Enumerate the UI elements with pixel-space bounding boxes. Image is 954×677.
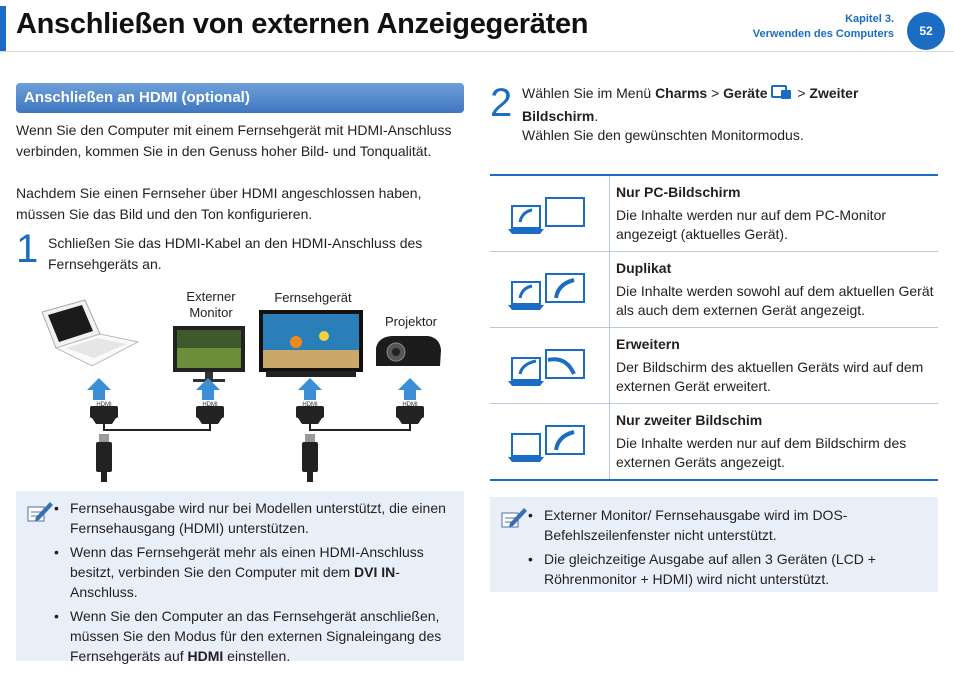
monitor-modes-table (490, 174, 938, 481)
tv-icon (259, 310, 363, 377)
step-2-text: Wählen Sie im Menü Charms > Geräte > Zweiter Bildschirm. (522, 85, 859, 124)
chapter-label (753, 12, 894, 42)
note-box-right (490, 497, 938, 592)
chapter-number: Kapitel 3. (845, 13, 894, 25)
mode-description: Die Inhalte werden nur auf dem PC-Monitor angezeigt (aktuelles Gerät). (616, 207, 887, 242)
mode-title: Erweitern (616, 336, 680, 352)
note-item: • Wenn Sie den Computer an das Fernsehgerät anschließen, müssen Sie den Modus für den externen Signaleingang des Fernsehgeräts auf HDMI einstellen. (54, 606, 458, 666)
hdmi-port-label: HDMI (302, 402, 318, 408)
mode-title: Nur PC-Bildschirm (616, 184, 741, 200)
step-1-text: Schließen Sie das HDMI-Kabel an den HDMI-Anschluss des Fernsehgeräts an. (48, 235, 423, 272)
page-title: Anschließen von externen Anzeigegeräten (16, 8, 589, 40)
upward-arrows (87, 378, 422, 400)
hdmi-port-label: HDMI (202, 402, 218, 408)
note-box-left (16, 491, 464, 664)
second-screen-only-mode-icon (490, 404, 610, 479)
mode-title: Duplikat (616, 260, 672, 276)
step-2-number: 2 (490, 81, 513, 125)
mode-row-extend (490, 328, 938, 404)
title-accent-bar (0, 6, 6, 51)
hdmi-port-label: HDMI (96, 402, 112, 408)
extend-mode-icon (490, 328, 610, 403)
pc-only-mode-icon (490, 176, 610, 251)
hdmi-port-icons (90, 402, 424, 424)
mode-row-duplicate (490, 252, 938, 328)
note-pen-icon (500, 505, 528, 531)
note-item: • Die gleichzeitige Ausgabe auf allen 3 Geräten (LCD + Röhrenmonitor + HDMI) wird nicht unterstützt. (528, 549, 932, 589)
tv-label: Fernsehgerät (274, 290, 352, 305)
chapter-name: Verwenden des Computers (752, 28, 894, 40)
mode-row-pc-only (490, 176, 938, 252)
mode-description: Die Inhalte werden nur auf dem Bildschirm des externen Geräts angezeigt. (616, 435, 907, 470)
mode-description: Der Bildschirm des aktuellen Geräts wird auf dem externen Gerät erweitert. (616, 359, 924, 394)
intro-paragraph-1: Wenn Sie den Computer mit einem Fernsehgerät mit HDMI-Anschluss verbinden, kommen Sie in den Genuss hoher Bild- und Tonqualität. (16, 122, 452, 159)
mode-description: Die Inhalte werden sowohl auf dem aktuellen Gerät als auch dem externen Gerät angezeigt. (616, 283, 934, 318)
mode-title: Nur zweiter Bildschim (616, 412, 763, 428)
step-2-subtext: Wählen Sie den gewünschten Monitormodus. (522, 127, 804, 143)
hdmi-plug-icons (96, 434, 318, 482)
projector-icon (376, 336, 441, 366)
hdmi-cable-lines (104, 424, 410, 430)
hdmi-connection-diagram (30, 282, 460, 482)
note-pen-icon (26, 499, 54, 525)
page-number-badge: 52 (907, 12, 945, 50)
external-monitor-icon (173, 326, 245, 382)
section-title: Anschließen an HDMI (optional) (24, 89, 250, 106)
devices-charm-icon (771, 84, 793, 100)
note-item: • Externer Monitor/ Fernsehausgabe wird im DOS-Befehlszeilenfenster nicht unterstützt. (528, 505, 932, 545)
section-heading (16, 83, 464, 113)
step-1-number: 1 (16, 227, 39, 271)
projector-label: Projektor (384, 314, 438, 329)
hdmi-port-label: HDMI (402, 402, 418, 408)
intro-paragraph-2: Nachdem Sie einen Fernseher über HDMI angeschlossen haben, müssen Sie das Bild und den Ton konfigurieren. (16, 185, 422, 222)
mode-row-second-only (490, 404, 938, 479)
monitor-label: Externer Monitor (186, 289, 236, 320)
note-item: • Fernsehausgabe wird nur bei Modellen unterstützt, die einen Fernsehausgang (HDMI) unterstützen. (54, 498, 458, 538)
laptop-icon (42, 300, 138, 366)
duplicate-mode-icon (490, 252, 610, 327)
note-item: • Wenn das Fernsehgerät mehr als einen HDMI-Anschluss besitzt, verbinden Sie den Computer mit dem DVI IN-Anschluss. (54, 542, 458, 602)
header-divider (0, 51, 954, 52)
